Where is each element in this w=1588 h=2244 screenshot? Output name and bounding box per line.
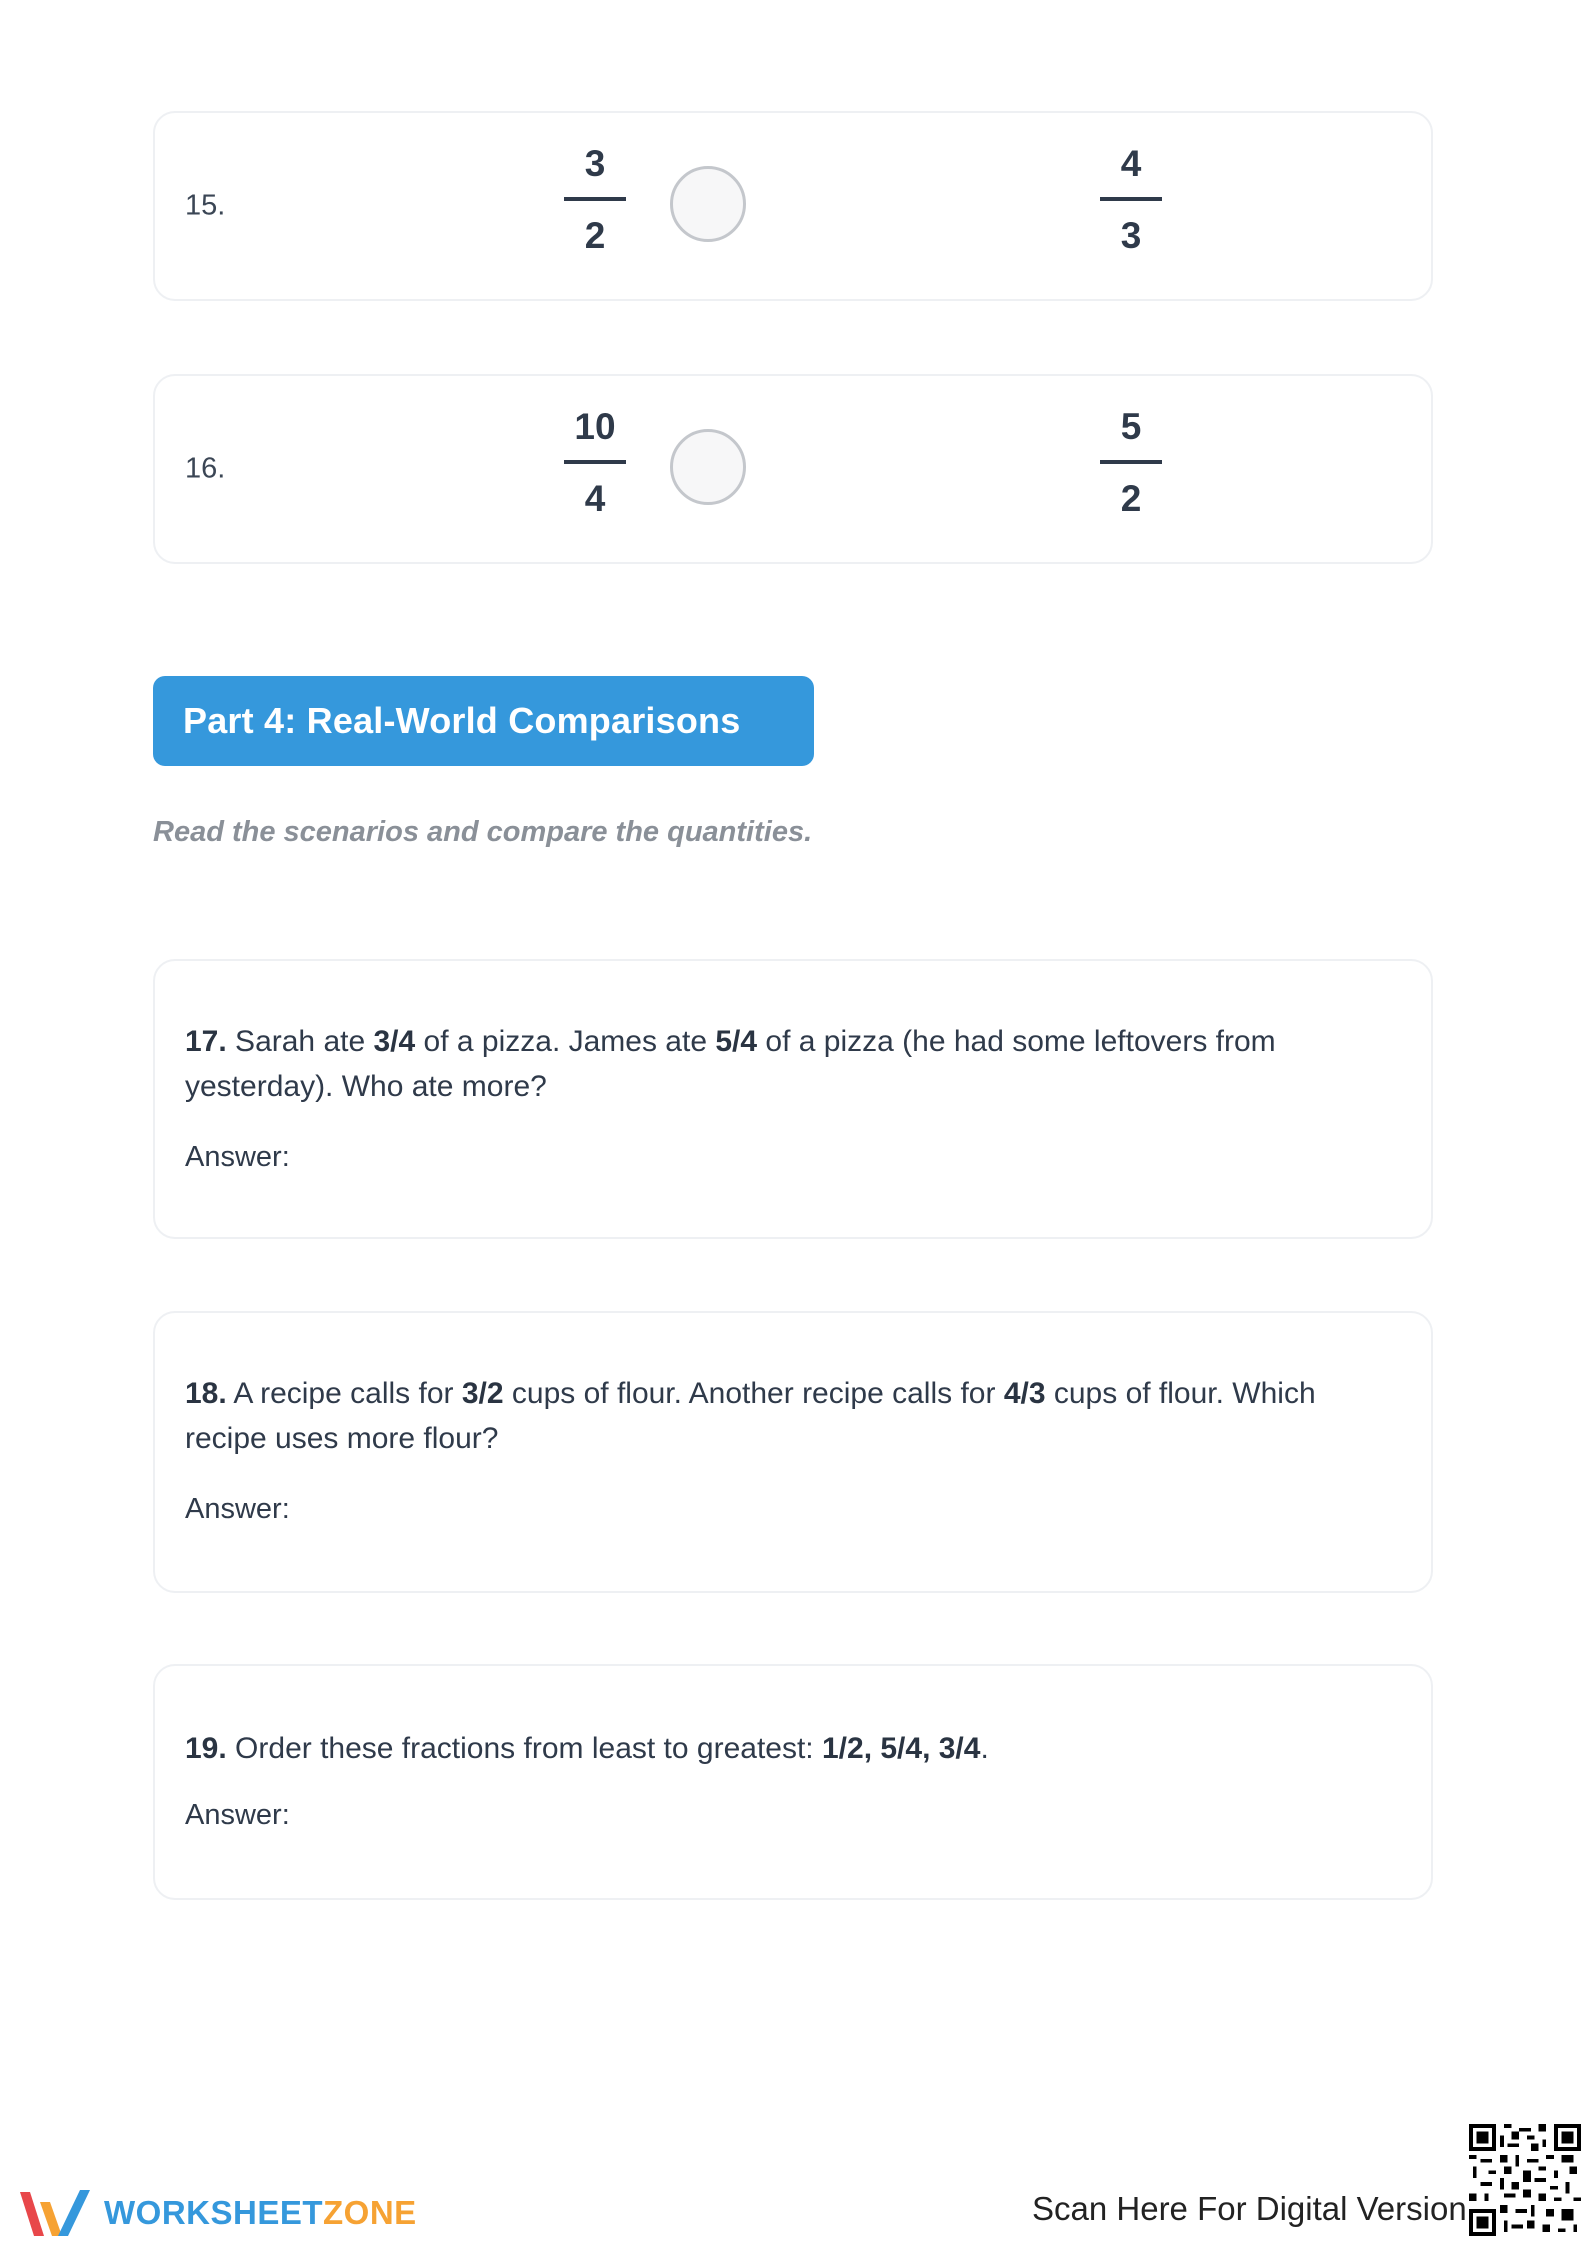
- fraction-value: 1/2, 5/4, 3/4: [821, 1732, 981, 1765]
- question-card-19: [153, 1664, 1433, 1900]
- fraction-value: 3/2: [461, 1377, 504, 1410]
- fraction-value: 3/4: [373, 1025, 416, 1058]
- question-number: 18.: [185, 1377, 227, 1410]
- comparison-card-15: [153, 111, 1433, 301]
- scan-instruction: Scan Here For Digital Version: [1032, 2190, 1467, 2227]
- section-instructions: Read the scenarios and compare the quantities.: [153, 816, 813, 848]
- answer-label: Answer:: [185, 1141, 290, 1173]
- fraction-value: 4/3: [1003, 1377, 1046, 1410]
- question-text: 17. Sarah ate 3/4 of a pizza. James ate 5/4 of a pizza (he had some leftovers from yesterday). Who ate more?: [185, 1025, 1276, 1103]
- question-card-17: [153, 959, 1433, 1239]
- answer-label: Answer:: [185, 1493, 290, 1525]
- fraction-value: 5/4: [715, 1025, 758, 1058]
- numerator: 5: [1120, 406, 1142, 447]
- fraction-bar: [564, 460, 626, 464]
- problem-number: 16.: [185, 452, 226, 485]
- denominator: 2: [584, 215, 606, 256]
- numerator: 10: [574, 406, 616, 447]
- denominator: 4: [584, 478, 606, 519]
- question-number: 19.: [185, 1732, 227, 1765]
- numerator: 3: [584, 143, 606, 184]
- question-number: 17.: [185, 1025, 227, 1058]
- comparison-card-16: [153, 374, 1433, 564]
- qr-code-icon[interactable]: [1469, 2124, 1581, 2236]
- right-fraction: [1086, 141, 1176, 259]
- question-card-18: [153, 1311, 1433, 1593]
- denominator: 3: [1120, 215, 1142, 256]
- problem-number: 15.: [185, 189, 226, 222]
- logo-w-icon: [18, 2186, 92, 2240]
- logo-wordmark: WORKSHEETZONE: [104, 2194, 417, 2231]
- left-fraction: [550, 141, 640, 259]
- worksheetzone-logo[interactable]: [18, 2185, 417, 2241]
- fraction-bar: [564, 197, 626, 201]
- fraction-bar: [1100, 197, 1162, 201]
- denominator: 2: [1120, 478, 1142, 519]
- section-heading-part4: Part 4: Real-World Comparisons: [153, 676, 814, 766]
- compare-answer-circle[interactable]: [670, 166, 746, 242]
- question-text: 18. A recipe calls for 3/2 cups of flour. Another recipe calls for 4/3 cups of flour. Which recipe uses more flour?: [185, 1377, 1316, 1455]
- left-fraction: [550, 404, 640, 522]
- right-fraction: [1086, 404, 1176, 522]
- numerator: 4: [1120, 143, 1142, 184]
- compare-answer-circle[interactable]: [670, 429, 746, 505]
- question-text: 19. Order these fractions from least to greatest: 1/2, 5/4, 3/4.: [185, 1732, 989, 1765]
- answer-label: Answer:: [185, 1799, 290, 1831]
- fraction-bar: [1100, 460, 1162, 464]
